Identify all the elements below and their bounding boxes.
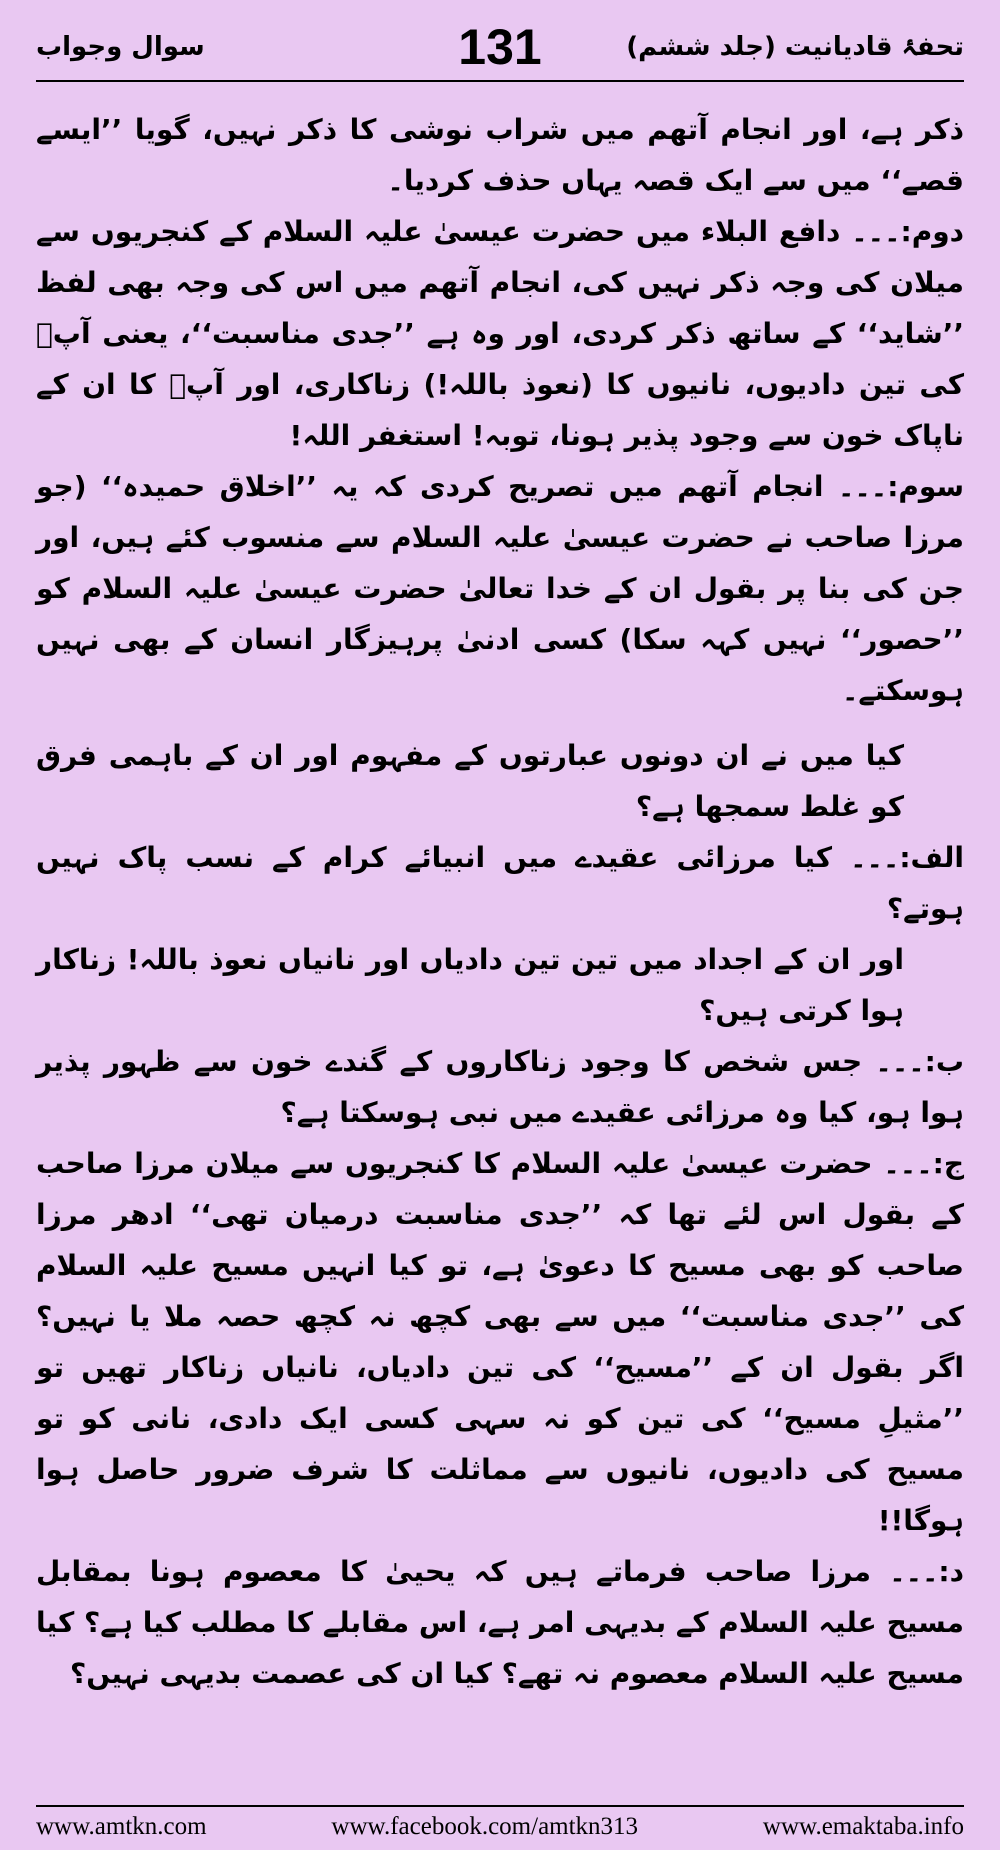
footer-link-facebook[interactable]: www.facebook.com/amtkn313 [331, 1813, 639, 1840]
section-title: سوال وجواب [36, 32, 205, 62]
header-divider [36, 80, 964, 82]
question-jeem: ج:۔۔۔ حضرت عیسیٰ علیہ السلام کا کنجریوں سے میلان مرزا صاحب کے بقول اس لئے تھا کہ ’’جدی مناسبت درمیان تھی‘‘ ادھر مرزا صاحب کو بھی مسیح کا دعویٰ ہے، تو کیا انہیں مسیح علیہ السلام کی ’’جدی مناسبت‘‘ میں سے بھی کچھ نہ کچھ حصہ ملا یا نہیں؟ اگر بقول ان کے ’’مسیح‘‘ کی تین دادیاں، نانیاں زناکار تھیں تو ’’مثیلِ مسیح‘‘ کی تین کو نہ سہی کسی ایک دادی، نانی کو تو مسیح کی دادیوں، نانیوں سے مماثلت کا شرف ضرور حاصل ہوا ہوگا!! [36, 1147, 964, 1537]
question-bay: ب:۔۔۔ جس شخص کا وجود زناکاروں کے گندے خون سے ظہور پذیر ہوا ہو، کیا وہ مرزائی عقیدے میں نبی ہوسکتا ہے؟ [36, 1045, 964, 1129]
question-daal: د:۔۔۔ مرزا صاحب فرماتے ہیں کہ یحییٰ کا معصوم ہونا بمقابل مسیح علیہ السلام کے بدیہی امر ہے، اس مقابلے کا مطلب کیا ہے؟ کیا مسیح علیہ السلام معصوم نہ تھے؟ کیا ان کی عصمت بدیہی نہیں؟ [36, 1555, 965, 1690]
page-header [0, 0, 1000, 78]
page-body [36, 104, 964, 1699]
footer-divider [36, 1805, 964, 1807]
question-alif-continued: اور ان کے اجداد میں تین تین دادیاں اور نانیاں نعوذ باللہ! زناکار ہوا کرتی ہیں؟ [36, 943, 904, 1027]
footer-link-emaktaba[interactable]: www.emaktaba.info [762, 1813, 964, 1840]
question-alif: الف:۔۔۔ کیا مرزائی عقیدے میں انبیائے کرام کے نسب پاک نہیں ہوتے؟ [36, 841, 964, 925]
paragraph-second: دوم:۔۔۔ دافع البلاء میں حضرت عیسیٰ علیہ السلام کے کنجریوں سے میلان کی وجہ ذکر نہیں کی، انجام آتھم میں اس کی وجہ بھی لفظ ’’شاید‘‘ کے ساتھ ذکر کردی، اور وہ ہے ’’جدی مناسبت‘‘، یعنی آپؑ کی تین دادیوں، نانیوں کا (نعوذ باللہ!) زناکاری، اور آپؑ کا ان کے ناپاک خون سے وجود پذیر ہونا، توبہ! استغفر اللہ! [36, 215, 964, 452]
paragraph-third: سوم:۔۔۔ انجام آتھم میں تصریح کردی کہ یہ ’’اخلاق حمیدہ‘‘ (جو مرزا صاحب نے حضرت عیسیٰ علیہ السلام سے منسوب کئے ہیں، اور جن کی بنا پر بقول ان کے خدا تعالیٰ حضرت عیسیٰ علیہ السلام کو ’’حصور‘‘ نہیں کہہ سکا) کسی ادنیٰ پرہیزگار انسان کے بھی نہیں ہوسکتے۔ [36, 470, 964, 707]
page-footer [36, 1812, 964, 1842]
paragraph-intro: ذکر ہے، اور انجام آتھم میں شراب نوشی کا ذکر نہیں، گویا ’’ایسے قصے‘‘ میں سے ایک قصہ یہاں حذف کردیا۔ [36, 113, 964, 197]
footer-link-amtkn[interactable]: www.amtkn.com [36, 1813, 207, 1840]
page-number: 131 [458, 19, 542, 75]
book-title: تحفۂ قادیانیت (جلد ششم) [626, 32, 964, 62]
question-paragraph: کیا میں نے ان دونوں عبارتوں کے مفہوم اور ان کے باہمی فرق کو غلط سمجھا ہے؟ [36, 739, 904, 823]
